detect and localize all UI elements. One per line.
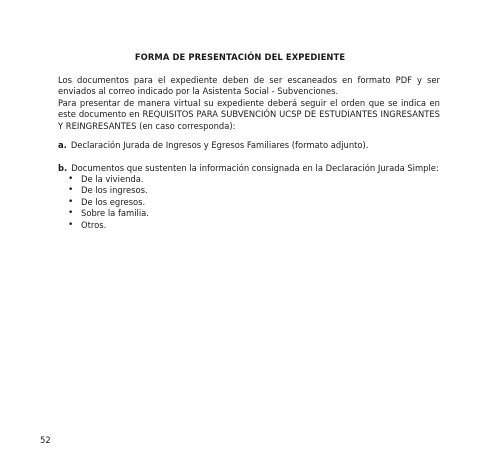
list-item-a	[58, 140, 440, 151]
list-marker-a: a.	[58, 140, 67, 150]
bullet-item: • De los ingresos.	[68, 185, 149, 196]
bullet-item: • Otros.	[68, 220, 149, 231]
intro-paragraph: Los documentos para el expediente deben de ser escaneados en formato PDF y ser enviados al correo indicado por la Asistenta Social - Subvenciones.	[58, 75, 440, 97]
bullet-item: • De la vivienda.	[68, 174, 149, 185]
list-item-b	[58, 163, 440, 174]
supporting-documents-list	[68, 174, 149, 231]
document-title: FORMA DE PRESENTACIÓN DEL EXPEDIENTE	[134, 52, 346, 62]
list-marker-b: b.	[58, 163, 68, 173]
bullet-item: • Sobre la familia.	[68, 208, 149, 219]
bullet-item: • De los egresos.	[68, 197, 149, 208]
page-number: 52	[40, 435, 51, 445]
list-text-b: Documentos que sustenten la información consignada en la Declaración Jurada Simple:	[71, 163, 439, 173]
list-text-a: Declaración Jurada de Ingresos y Egresos Familiares (formato adjunto).	[70, 140, 369, 150]
instructions-paragraph: Para presentar de manera virtual su expediente deberá seguir el orden que se indica en este documento en REQUISITOS PARA SUBVENCIÓN UCSP DE ESTUDIANTES INGRESANTES Y REINGRESANTES (en caso corresponda):	[58, 98, 440, 131]
